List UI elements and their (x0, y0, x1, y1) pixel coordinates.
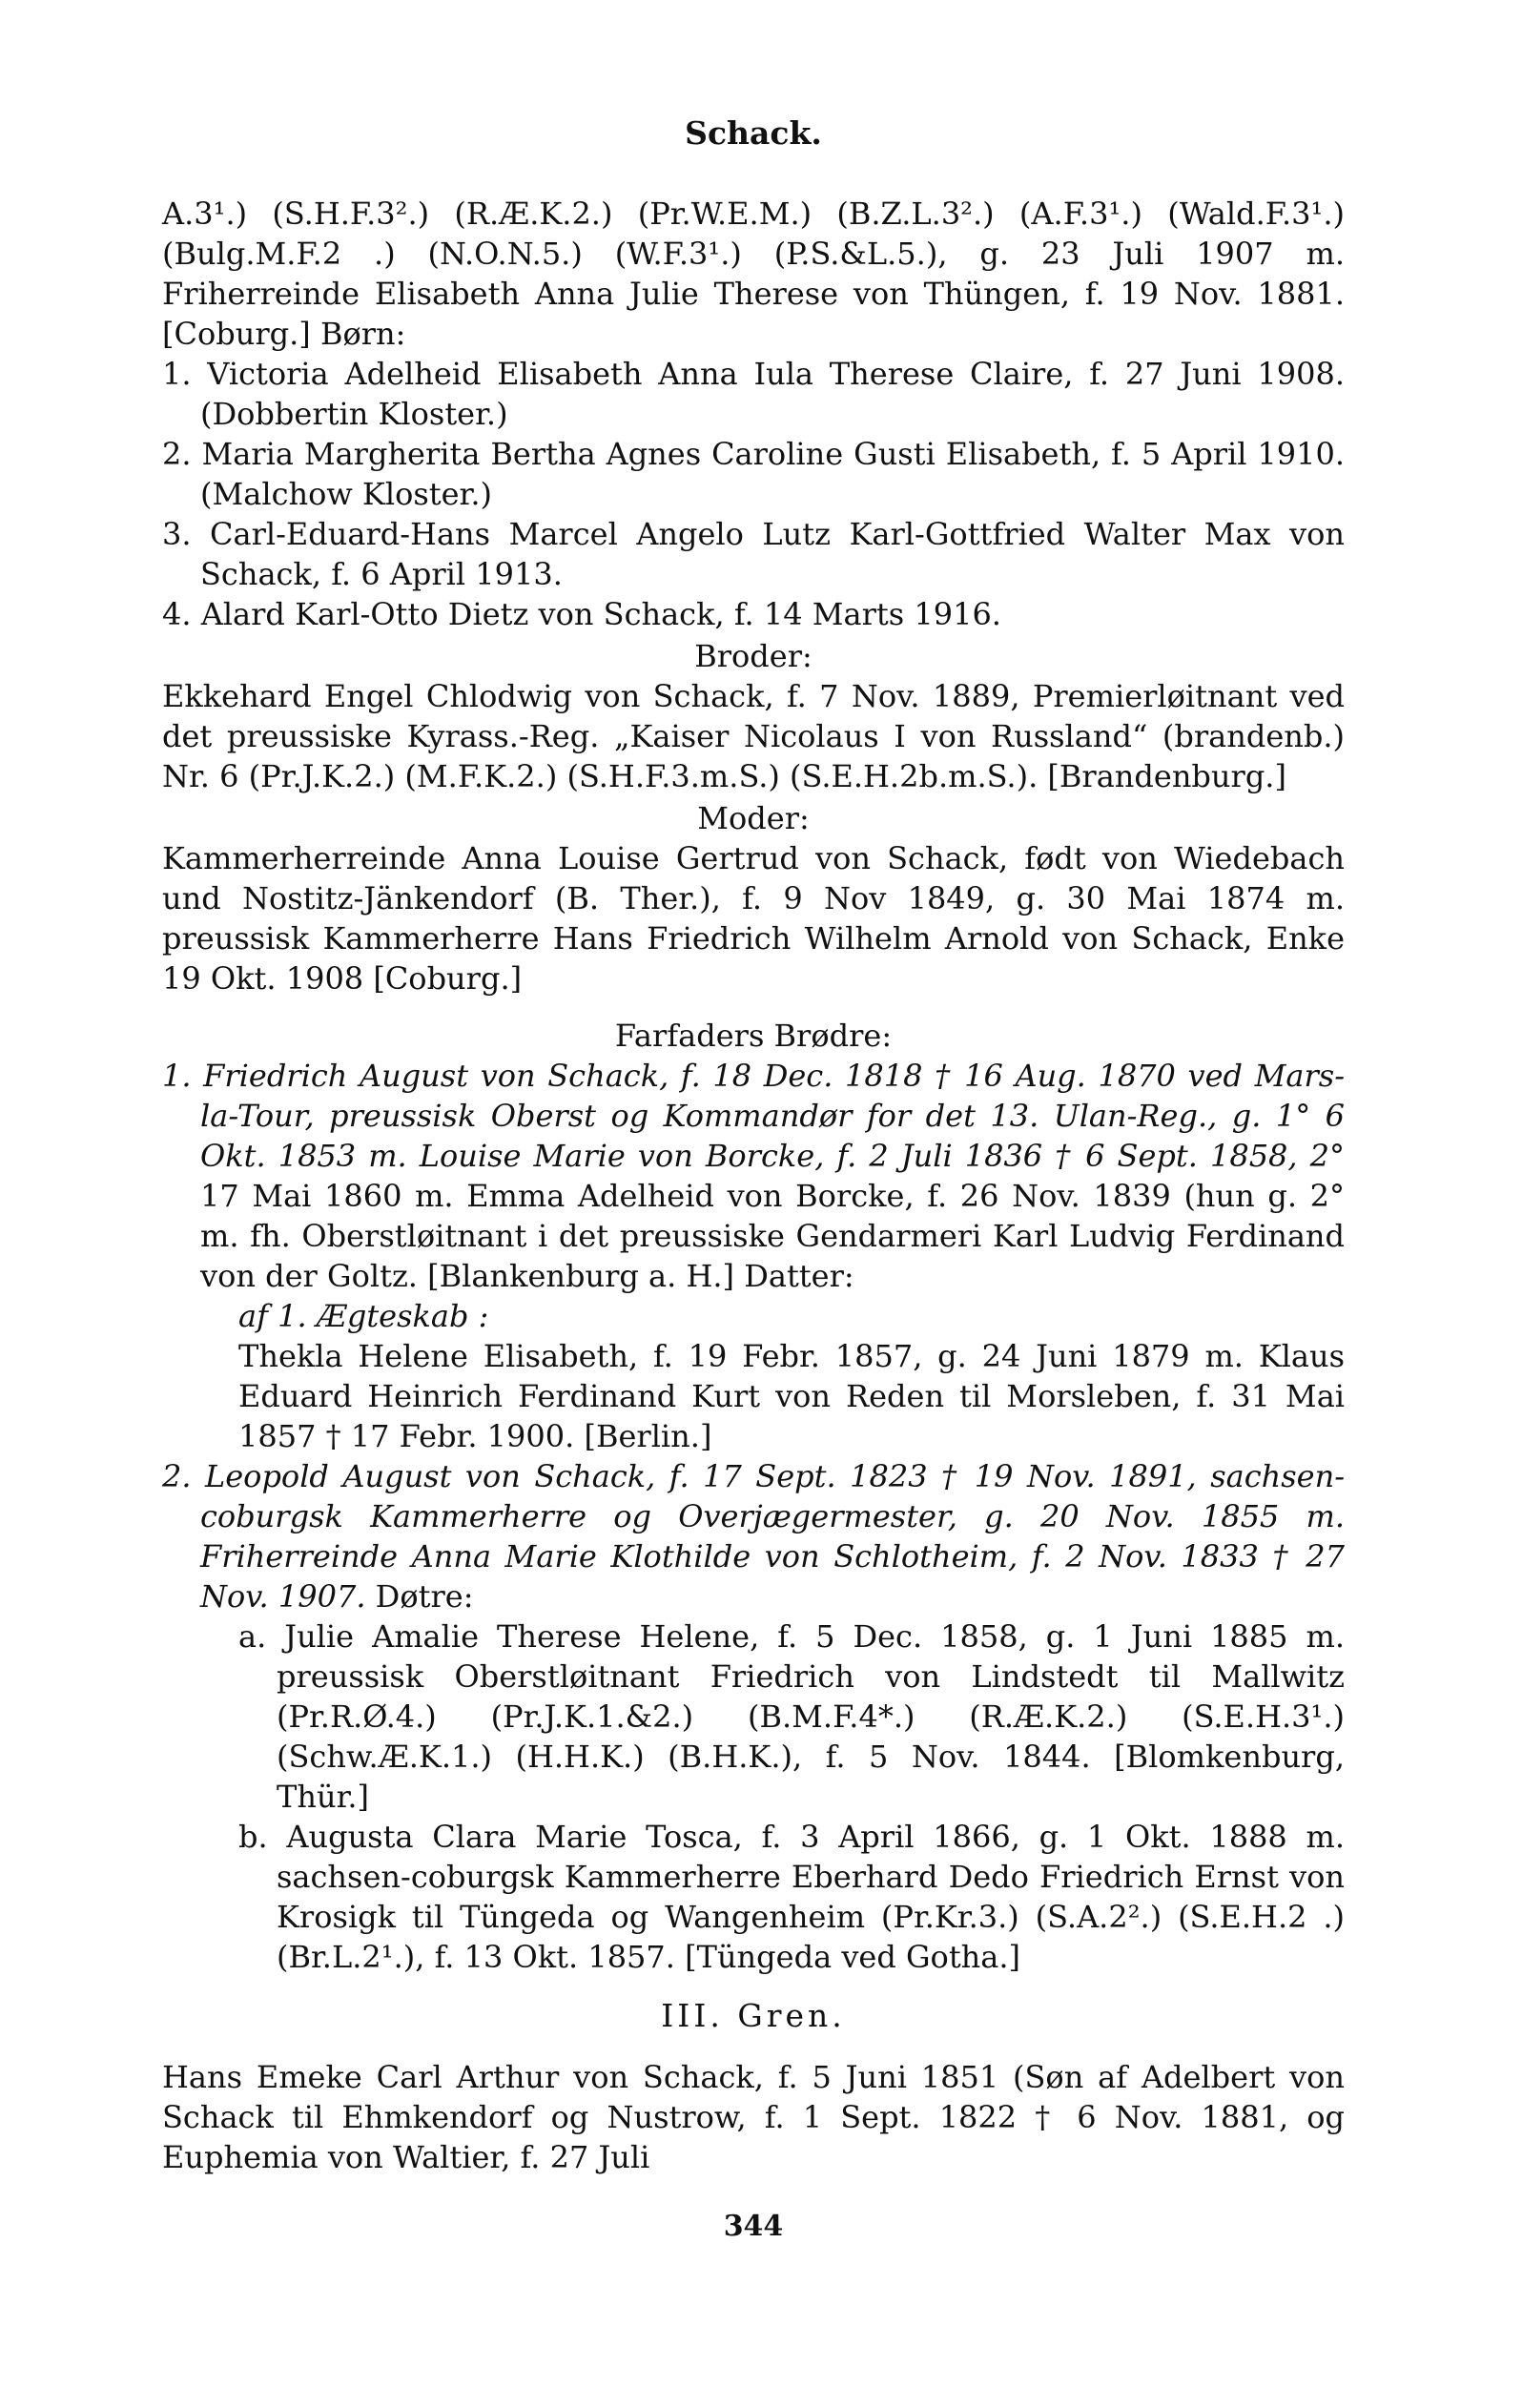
running-head: Schack. (685, 114, 822, 152)
thekla-entry: Thekla Helene Elisabeth, f. 19 Febr. 1857, g. 24 Juni 1879 m. Klaus Eduard Heinrich Ferdinand Kurt von Reden til Morsleben, f. 31 Mai 1857 † 17 Febr. 1900. [Berlin.] (238, 1338, 1345, 1454)
child-entry-2: 2. Maria Margherita Bertha Agnes Caroline Gusti Elisabeth, f. 5 April 1910. (Malchow Kloster.) (162, 436, 1345, 512)
gren-paragraph: Hans Emeke Carl Arthur von Schack, f. 5 Juni 1851 (Søn af Adelbert von Schack til Ehmkendorf og Nustrow, f. 1 Sept. 1822 † 6 Nov. 1881, og Euphemia von Waltier, f. 27 Juli (162, 2059, 1345, 2175)
farfader-2-italic: 2. Leopold August von Schack, f. 17 Sept. 1823 † 19 Nov. 1891, sachsen-coburgsk Kammerherre og Overjægermester, g. 20 Nov. 1855 m. Friherreinde Anna Marie Klothilde von Schlotheim, f. 2 Nov. 1833 † 27 Nov. 1907. (162, 1458, 1345, 1615)
moder-heading: Moder: (697, 800, 810, 836)
daughter-b-entry: b. Augusta Clara Marie Tosca, f. 3 April 1866, g. 1 Okt. 1888 m. sachsen-coburgsk Kammerherre Eberhard Dedo Friedrich Ernst von Krosigk til Tüngeda og Wangenheim (Pr.Kr.3.) (S.A.2².) (S.E.H.2 .) (Br.L.2¹.), f. 13 Okt. 1857. [Tüngeda ved Gotha.] (238, 1819, 1345, 1975)
book-page (162, 114, 1345, 2243)
farfader-entry-2 (162, 1456, 1345, 1616)
farfader-1-roman: 17 Mai 1860 m. Emma Adelheid von Borcke, f. 26 Nov. 1839 (hun g. 2° m. fh. Oberstløitnant i det preussiske Gendarmeri Karl Ludvig Ferdinand von der Goltz. [Blankenburg a. H.] Datter: (200, 1178, 1345, 1294)
intro-paragraph: A.3¹.) (S.H.F.3².) (R.Æ.K.2.) (Pr.W.E.M.) (B.Z.L.3².) (A.F.3¹.) (Wald.F.3¹.) (Bulg.M.F.2 .) (N.O.N.5.) (W.F.3¹.) (P.S.&L.5.), g. 23 Juli 1907 m. Friherreinde Elisabeth Anna Julie Therese von Thüngen, f. 19 Nov. 1881. [Coburg.] Børn: (162, 196, 1345, 352)
farfader-1-italic: 1. Friedrich August von Schack, f. 18 Dec. 1818 † 16 Aug. 1870 ved Mars-la-Tour, preussisk Oberst og Kommandør for det 13. Ulan-Reg., g. 1° 6 Okt. 1853 m. Louise Marie von Borcke, f. 2 Juli 1836 † 6 Sept. 1858, 2° (162, 1058, 1345, 1174)
egteskab-label: af 1. Ægteskab : (238, 1298, 489, 1334)
page-number: 344 (723, 2210, 784, 2243)
section-title: III. Gren. (661, 1997, 846, 2034)
child-entry-3: 3. Carl-Eduard-Hans Marcel Angelo Lutz Karl-Gottfried Walter Max von Schack, f. 6 April 1913. (162, 516, 1345, 592)
broder-heading: Broder: (694, 638, 812, 674)
child-entry-4: 4. Alard Karl-Otto Dietz von Schack, f. 14 Marts 1916. (162, 596, 1001, 632)
farfader-entry-1 (162, 1056, 1345, 1296)
moder-paragraph: Kammerherreinde Anna Louise Gertrud von Schack, født von Wiedebach und Nostitz-Jänkendorf (B. Ther.), f. 9 Nov 1849, g. 30 Mai 1874 m. preussisk Kammerherre Hans Friedrich Wilhelm Arnold von Schack, Enke 19 Okt. 1908 [Coburg.] (162, 840, 1345, 997)
farfader-2-roman: Døtre: (365, 1578, 474, 1615)
daughter-a-entry: a. Julie Amalie Therese Helene, f. 5 Dec. 1858, g. 1 Juni 1885 m. preussisk Oberstløitnant Friedrich von Lindstedt til Mallwitz (Pr.R.Ø.4.) (Pr.J.K.1.&2.) (B.M.F.4*.) (R.Æ.K.2.) (S.E.H.3¹.) (Schw.Æ.K.1.) (H.H.K.) (B.H.K.), f. 5 Nov. 1844. [Blomkenburg, Thür.] (238, 1618, 1345, 1815)
child-entry-1: 1. Victoria Adelheid Elisabeth Anna Iula Therese Claire, f. 27 Juni 1908. (Dobbertin Kloster.) (162, 356, 1345, 432)
farfaders-heading: Farfaders Brødre: (614, 1018, 893, 1054)
broder-paragraph: Ekkehard Engel Chlodwig von Schack, f. 7 Nov. 1889, Premierløitnant ved det preussiske Kyrass.-Reg. „Kaiser Nicolaus I von Russland“ (brandenb.) Nr. 6 (Pr.J.K.2.) (M.F.K.2.) (S.H.F.3.m.S.) (S.E.H.2b.m.S.). [Brandenburg.] (162, 678, 1345, 794)
